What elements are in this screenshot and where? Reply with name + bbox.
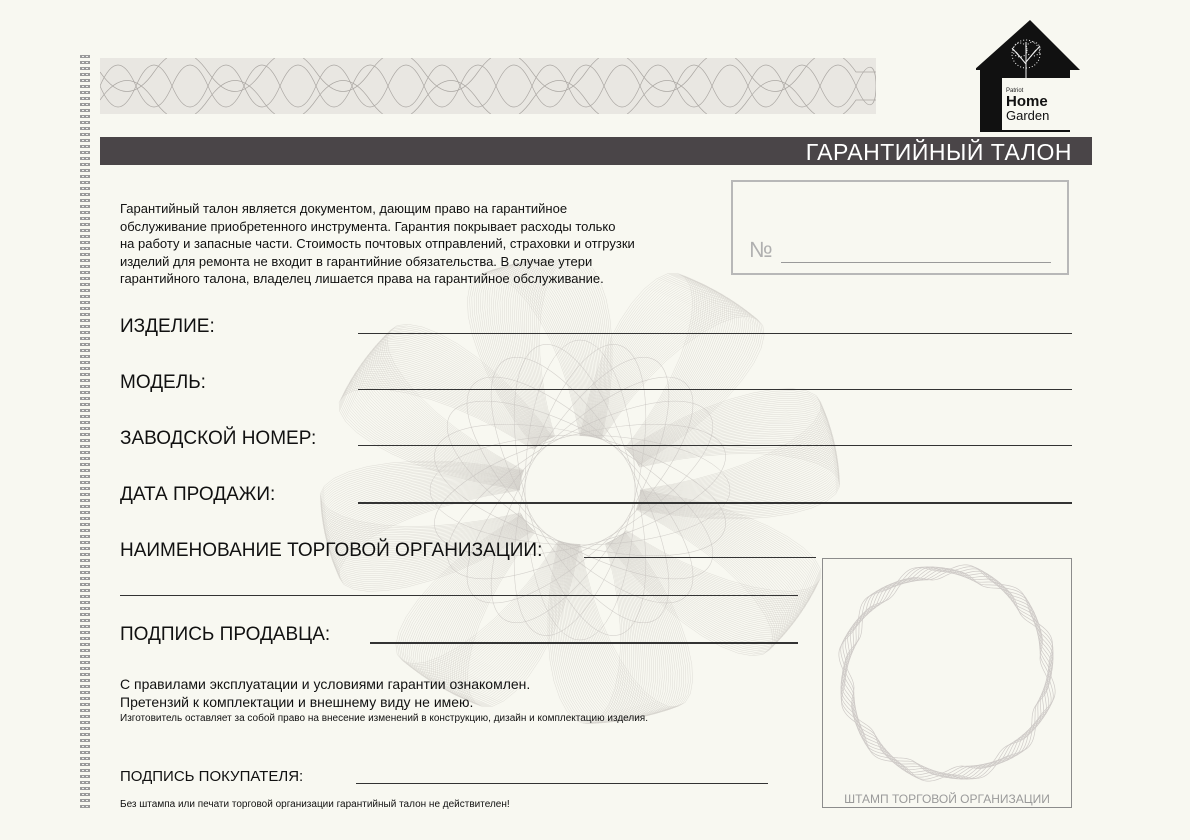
number-box [731, 180, 1069, 275]
stamp-ring-line [843, 569, 1051, 777]
sale-date-field[interactable] [358, 484, 1072, 504]
number-sign: № [749, 237, 773, 262]
intro-line: Гарантийный талон является документом, дающим право на гарантийное [120, 201, 568, 216]
serial-field[interactable] [358, 428, 1072, 446]
intro-line: гарантийного талона, владелец лишается права на гарантийное обслуживание. [120, 271, 604, 286]
organization-field-line2[interactable] [120, 580, 798, 596]
stamp-ring-line [841, 567, 1053, 779]
sale-date-label: ДАТА ПРОДАЖИ: [120, 484, 276, 505]
intro-line: на работу и запасные части. Стоимость почтовых отправлений, страховки и отгрузки [120, 236, 635, 251]
stamp-ring-line [842, 568, 1053, 779]
intro-line: изделий для ремонта не входит в гарантийние обязательства. В случае утери [120, 253, 593, 269]
intro-text [120, 200, 720, 288]
acknowledgement-line-2: Претензий к комплектации и внешнему виду не имею. [120, 694, 474, 710]
stamp-box [822, 558, 1072, 808]
stamp-ring-line [846, 572, 1048, 774]
stamp-ring-line [842, 568, 1051, 777]
model-label: МОДЕЛЬ: [120, 372, 206, 393]
serial-label: ЗАВОДСКОЙ НОМЕР: [120, 428, 317, 449]
guilloche-band [100, 58, 876, 114]
product-label: ИЗДЕЛИЕ: [120, 316, 215, 337]
stamp-ring-line [839, 565, 1055, 781]
acknowledgement-line-1: С правилами эксплуатации и условиями гарантии ознакомлен. [120, 676, 531, 692]
logo-garden: Garden [1006, 108, 1050, 123]
buyer-signature-label: ПОДПИСЬ ПОКУПАТЕЛЯ: [120, 768, 304, 785]
manufacturer-note: Изготовитель оставляет за собой право на внесение изменений в конструкцию, дизайн и комплектацию изделия. [120, 713, 648, 724]
organization-label: НАИМЕНОВАНИЕ ТОРГОВОЙ ОРГАНИЗАЦИИ: [120, 540, 543, 561]
stamp-ring-line [844, 570, 1049, 775]
page-title: ГАРАНТИЙНЫЙ ТАЛОН [805, 139, 1072, 165]
stamp-ring [827, 561, 1067, 791]
organization-field[interactable] [584, 540, 816, 558]
footer-note: Без штампа или печати торговой организации гарантийный талон не действителен! [120, 799, 510, 810]
model-field[interactable] [358, 372, 1072, 390]
perforation-strip [80, 55, 90, 811]
stamp-caption: ШТАМП ТОРГОВОЙ ОРГАНИЗАЦИИ [844, 792, 1050, 806]
intro-line: обслуживание приобретенного инструмента. Гарантия покрывает расходы только [120, 218, 616, 234]
seller-signature-field[interactable] [370, 624, 798, 644]
buyer-signature-field[interactable] [356, 768, 768, 784]
logo-home: Home [1006, 93, 1048, 110]
title-bar [100, 137, 1092, 165]
seller-signature-label: ПОДПИСЬ ПРОДАВЦА: [120, 624, 331, 645]
logo-wordmark [1006, 88, 1076, 123]
product-field[interactable] [358, 316, 1072, 334]
logo-patriot: Patriot [1006, 88, 1024, 94]
number-field[interactable] [781, 262, 1051, 263]
